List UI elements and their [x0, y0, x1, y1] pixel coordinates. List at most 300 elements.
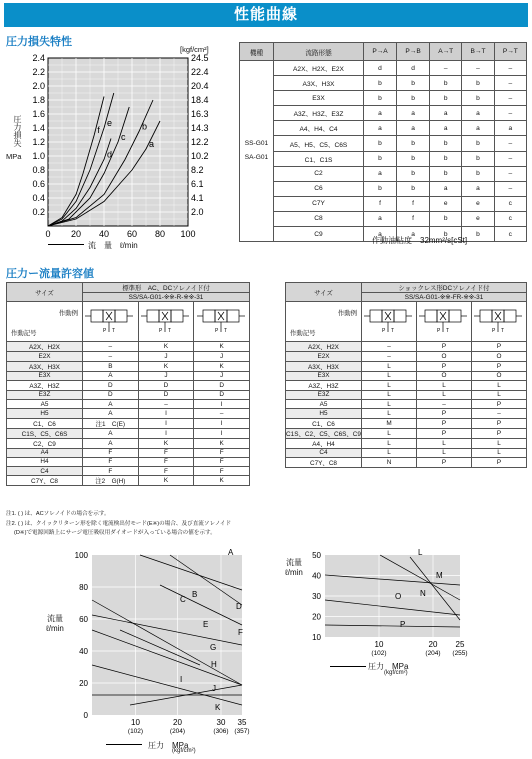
table-row	[240, 151, 527, 166]
table-cell: C7Y、C8	[286, 457, 362, 467]
table-cell: b	[430, 91, 462, 106]
x-tick-label: 40	[98, 229, 110, 239]
table-cell: L	[362, 371, 417, 380]
table-cell: J	[194, 371, 250, 380]
curve-label-d: d	[107, 149, 113, 160]
section-title-allowable: 圧力ー流量許容値	[6, 268, 94, 280]
table-cell: a	[364, 121, 397, 136]
table-row	[286, 400, 527, 409]
table-cell: P	[417, 457, 472, 467]
table-cell: L	[417, 390, 472, 399]
table-cell: a	[364, 211, 397, 226]
table-row	[7, 448, 250, 457]
table-cell: b	[462, 136, 494, 151]
table-cell: d	[397, 61, 430, 76]
note-2: 注2. ( ) は、クイックリターン形を除く電流検出付モード(E※)の場合、及び直流ソレノイド	[6, 521, 232, 527]
table-row	[7, 428, 250, 438]
chart2-xunit: (kgf/cm²)	[172, 748, 196, 754]
region-label: C	[180, 595, 186, 604]
y-right-tick-label: 18.4	[191, 95, 209, 105]
table-row	[286, 409, 527, 418]
valve-symbol-icon	[419, 304, 469, 338]
y-tick-label: 0	[83, 711, 88, 720]
chart2-yunit: ℓ/min	[46, 624, 64, 633]
svg-text:T: T	[391, 327, 395, 334]
table-cell: O	[472, 371, 527, 380]
valve-symbol-icon	[141, 304, 191, 338]
table-cell: O	[417, 371, 472, 380]
table-cell: E3X	[286, 371, 362, 380]
table-row	[7, 371, 250, 380]
table-cell: A3Z、H3Z	[7, 380, 83, 390]
table-cell: E2X	[286, 352, 362, 361]
y-axis-label: 圧力損失	[13, 115, 22, 147]
y-right-tick-label: 24.5	[191, 53, 209, 63]
table-cell: P	[472, 342, 527, 352]
table-cell: b	[364, 76, 397, 91]
table-cell: A3X、H3X	[274, 76, 364, 91]
flow-path-table	[239, 42, 527, 242]
table-cell: F	[194, 467, 250, 476]
chart3-ylabel-text: 流量	[286, 558, 302, 567]
table-cell: b	[430, 151, 462, 166]
table-cell: J	[138, 371, 194, 380]
table-cell: A	[83, 371, 139, 380]
table-cell: H5	[7, 409, 83, 418]
region-label: J	[212, 684, 216, 693]
table-cell: I	[194, 400, 250, 409]
table-cell: –	[194, 409, 250, 418]
table-cell: a	[430, 106, 462, 121]
svg-text:T: T	[112, 327, 116, 334]
chart3-ylabel	[283, 558, 305, 578]
table-cell: L	[362, 390, 417, 399]
x-tick-label: 10	[131, 718, 140, 727]
svg-text:P: P	[437, 327, 441, 334]
table-cell: –	[494, 166, 526, 181]
region-label: M	[436, 571, 443, 580]
table-cell: L	[472, 390, 527, 399]
y-tick-label: 20	[79, 679, 88, 688]
section-title-pressure-loss: 圧力損失特性	[6, 36, 72, 48]
y-tick-label: 80	[79, 583, 88, 592]
y-tick-label: 30	[312, 592, 321, 601]
table-cell: b	[364, 181, 397, 196]
table-cell: N	[362, 457, 417, 467]
table-cell: C1、C6	[7, 418, 83, 428]
svg-text:T: T	[167, 327, 172, 334]
chart3-xlabel: 圧力 MPa	[368, 662, 409, 671]
table-cell: I	[194, 428, 250, 438]
table-cell: K	[194, 342, 250, 352]
table-row	[240, 196, 527, 211]
table-cell: L	[472, 448, 527, 457]
svg-text:T: T	[446, 327, 450, 334]
table-cell: P	[472, 457, 527, 467]
table-row	[286, 457, 527, 467]
region-label: D	[236, 602, 242, 611]
table-cell: A5	[286, 400, 362, 409]
table-cell: e	[462, 196, 494, 211]
x-tick-label: 100	[180, 229, 196, 239]
table-cell: –	[494, 181, 526, 196]
table-cell: –	[494, 61, 526, 76]
table-cell: O	[417, 352, 472, 361]
th-pb: P→B	[397, 43, 430, 61]
svg-text:T: T	[501, 327, 505, 334]
table-row	[286, 438, 527, 448]
x-tick-label: 35	[237, 718, 247, 727]
model-name: SS-G01	[244, 140, 269, 148]
table-cell: C9	[274, 227, 364, 242]
y-tick-label: 60	[79, 615, 88, 624]
table-cell: D	[138, 390, 194, 399]
x-tick-sub: (204)	[169, 728, 186, 735]
table-cell: F	[83, 457, 139, 466]
table-cell: a	[397, 121, 430, 136]
y-right-unit: [kgf/cm²]	[180, 45, 209, 54]
table-cell: L	[417, 438, 472, 448]
x-tick-sub: (102)	[371, 650, 387, 657]
table-row	[286, 361, 527, 371]
table-cell: C8	[274, 211, 364, 226]
region-label: B	[192, 590, 198, 599]
table-cell: a	[364, 106, 397, 121]
table-row	[7, 438, 250, 448]
region-label: A	[228, 548, 234, 557]
region-label: H	[211, 660, 217, 669]
table-cell: –	[417, 400, 472, 409]
y-right-tick-label: 20.4	[191, 81, 209, 91]
chart3-xunit: (kgf/cm²)	[384, 670, 408, 676]
y-tick-label: 0.2	[32, 207, 45, 217]
y-right-tick-label: 2.0	[191, 207, 204, 217]
chart3-arrow-line	[330, 666, 366, 667]
table-cell: –	[138, 400, 194, 409]
table-cell: K	[194, 361, 250, 371]
ta-type: 標準形 AC、DCソレノイド付	[83, 283, 250, 293]
table-row	[286, 418, 527, 428]
x-tick-sub: (102)	[127, 728, 144, 735]
table-cell: D	[194, 390, 250, 399]
table-cell: P	[472, 361, 527, 371]
x-tick-label: 80	[154, 229, 166, 239]
table-cell: P	[472, 428, 527, 438]
table-cell: –	[494, 136, 526, 151]
tb-code-label: 作動記号	[290, 330, 316, 338]
table-cell: a	[364, 227, 397, 242]
table-cell: b	[430, 76, 462, 91]
table-cell: b	[430, 227, 462, 242]
table-row	[240, 181, 527, 196]
table-cell: C7Y	[274, 196, 364, 211]
table-cell: C2、C9	[7, 438, 83, 448]
table-cell: H4	[7, 457, 83, 466]
tb-symbol-1	[362, 302, 417, 342]
table-cell: L	[362, 400, 417, 409]
table-cell: b	[397, 151, 430, 166]
region-label: F	[238, 628, 243, 637]
table-cell: e	[430, 196, 462, 211]
table-cell: c	[494, 211, 526, 226]
table-cell: A	[83, 409, 139, 418]
region-label: I	[180, 675, 183, 684]
table-cell: L	[417, 448, 472, 457]
y-tick-label: 40	[312, 571, 321, 581]
table-row	[240, 91, 527, 106]
pressure-loss-chart	[0, 44, 232, 254]
table-cell: –	[83, 352, 139, 361]
table-cell: C1、C6	[286, 418, 362, 428]
y-tick-label: 0.8	[32, 165, 45, 175]
table-row	[286, 390, 527, 399]
table-cell: C1S、C5、C6S	[7, 428, 83, 438]
tb-size: サイズ	[286, 283, 362, 302]
table-cell: D	[194, 380, 250, 390]
table-cell: I	[194, 418, 250, 428]
table-cell: A5、H5、C5、C6S	[274, 136, 364, 151]
table-cell: P	[417, 409, 472, 418]
svg-text:P: P	[103, 327, 107, 334]
ta-size: サイズ	[7, 283, 83, 302]
x-tick-label: 60	[126, 229, 138, 239]
table-cell: P	[417, 361, 472, 371]
table-cell: A3X、H3X	[286, 361, 362, 371]
y-right-tick-label: 8.2	[191, 165, 204, 175]
y-right-tick-label: 14.3	[191, 123, 209, 133]
tb-symbol-3	[472, 302, 527, 342]
table-cell: H5	[286, 409, 362, 418]
valve-symbol-icon	[364, 304, 414, 338]
x-tick-sub: (306)	[213, 728, 229, 735]
ta-code-label: 作動記号	[11, 330, 37, 338]
table-cell: I	[138, 409, 194, 418]
x-tick-label: 25	[455, 640, 465, 649]
note-3: (D※)で電源回路上にサージ電圧吸収用ダイオードが入っている場合の値を示す。	[14, 530, 216, 536]
x-tick-label: 20	[70, 229, 82, 239]
y-tick-label: 40	[79, 647, 88, 656]
table-row	[7, 467, 250, 476]
table-row	[7, 380, 250, 390]
y-tick-label: 100	[74, 551, 88, 560]
table-cell: b	[462, 166, 494, 181]
model-cell	[240, 61, 274, 242]
table-cell: –	[83, 342, 139, 352]
y-right-tick-label: 12.2	[191, 137, 209, 147]
x-tick-sub: (357)	[234, 728, 250, 735]
ta-symbol-1	[83, 302, 139, 342]
table-cell: J	[138, 352, 194, 361]
table-cell: –	[472, 409, 527, 418]
table-cell: F	[138, 457, 194, 466]
table-cell: A2X、H2X	[7, 342, 83, 352]
table-cell: a	[397, 227, 430, 242]
table-cell: E3X	[7, 371, 83, 380]
region-label: L	[418, 548, 423, 557]
x-tick-label: 30	[216, 718, 226, 727]
allowable-table-standard	[6, 282, 250, 486]
ta-symbol-3	[194, 302, 250, 342]
chart2-ylabel-text: 流量	[47, 614, 63, 623]
table-row	[7, 342, 250, 352]
table-cell: P	[472, 400, 527, 409]
table-row	[7, 352, 250, 361]
table-cell: K	[194, 476, 250, 486]
table-cell: A3Z、H3Z	[286, 380, 362, 390]
y-right-tick-label: 6.1	[191, 179, 204, 189]
table-row	[286, 448, 527, 457]
table-cell: L	[362, 361, 417, 371]
table-row	[7, 409, 250, 418]
table-cell: C2	[274, 166, 364, 181]
note-1: 注1. ( ) は、ACソレノイドの場合を示す。	[6, 511, 110, 517]
table-cell: C4	[7, 467, 83, 476]
ta-example-label: 作動例	[58, 310, 78, 318]
curve-label-f: f	[97, 125, 100, 135]
table-cell: c	[494, 227, 526, 242]
table-cell: A	[83, 438, 139, 448]
tb-example-label: 作動例	[337, 310, 357, 318]
table-cell: b	[462, 227, 494, 242]
table-cell: E3Z	[286, 390, 362, 399]
y-tick-label: 50	[312, 551, 321, 560]
y-tick-label: 0.6	[32, 179, 45, 189]
table-row	[240, 211, 527, 226]
th-flow: 流路形態	[274, 43, 364, 61]
table-cell: –	[494, 151, 526, 166]
table-cell: D	[83, 390, 139, 399]
table-cell: P	[472, 418, 527, 428]
table-row	[7, 457, 250, 466]
table-cell: L	[417, 380, 472, 390]
x-tick-label: 20	[173, 718, 182, 727]
tb-symbol-2	[417, 302, 472, 342]
svg-text:P: P	[158, 327, 163, 334]
table-cell: –	[430, 61, 462, 76]
valve-symbol-icon	[85, 304, 135, 338]
th-pt: P→T	[494, 43, 526, 61]
table-row	[240, 166, 527, 181]
table-cell: –	[462, 61, 494, 76]
curve-label-a: a	[149, 139, 155, 149]
table-cell: b	[430, 211, 462, 226]
table-row	[240, 76, 527, 91]
table-cell: J	[194, 352, 250, 361]
table-cell: E3X	[274, 91, 364, 106]
table-cell: b	[462, 76, 494, 91]
table-cell: K	[138, 438, 194, 448]
table-cell: f	[364, 196, 397, 211]
table-cell: b	[430, 166, 462, 181]
table-cell: f	[397, 211, 430, 226]
table-cell: C1、C1S	[274, 151, 364, 166]
y-tick-label: 20	[312, 612, 321, 622]
table-cell: A4、H4	[286, 438, 362, 448]
allowable-chart-shockless	[300, 545, 532, 685]
allowable-chart-standard	[0, 545, 270, 755]
y-right-tick-label: 10.2	[191, 151, 209, 161]
table-cell: –	[494, 91, 526, 106]
x-tick-label: 0	[45, 229, 51, 239]
ta-symbol-2	[138, 302, 194, 342]
region-label: G	[210, 643, 217, 652]
table-cell: c	[494, 196, 526, 211]
table-cell: K	[138, 476, 194, 486]
table-cell: F	[83, 448, 139, 457]
table-cell: C4	[286, 448, 362, 457]
table-cell: a	[462, 106, 494, 121]
table-cell: K	[138, 361, 194, 371]
table-cell: A4、H4、C4	[274, 121, 364, 136]
table-cell: E3Z	[7, 390, 83, 399]
table-cell: L	[362, 409, 417, 418]
table-cell: L	[362, 380, 417, 390]
table-cell: a	[462, 181, 494, 196]
table-row	[7, 400, 250, 409]
ta-example-cell	[7, 302, 83, 342]
table-cell: D	[83, 380, 139, 390]
table-cell: F	[194, 448, 250, 457]
table-cell: a	[364, 166, 397, 181]
table-cell: b	[462, 151, 494, 166]
table-cell: d	[364, 61, 397, 76]
svg-text:P: P	[492, 327, 496, 334]
table-cell: I	[138, 428, 194, 438]
tb-type: ショックレス形DCソレノイド付	[362, 283, 527, 293]
table-cell: L	[472, 438, 527, 448]
y-axis-unit: MPa	[6, 152, 22, 161]
table-row	[286, 371, 527, 380]
svg-text:P: P	[382, 327, 386, 334]
table-cell: C7Y、C8	[7, 476, 83, 486]
table-cell: A	[83, 400, 139, 409]
table-cell: L	[362, 448, 417, 457]
curve-label-e: e	[107, 118, 113, 128]
table-cell: 注2 G(H)	[83, 476, 139, 486]
x-tick-sub: (204)	[425, 650, 441, 657]
table-cell: A	[83, 428, 139, 438]
table-cell: L	[472, 380, 527, 390]
chart2-xlabel: 圧力 MPa	[148, 741, 189, 750]
y-right-tick-label: 16.3	[191, 109, 209, 119]
table-cell: 注1 C(E)	[83, 418, 139, 428]
th-bt: B→T	[462, 43, 494, 61]
y-right-tick-label: 22.4	[191, 67, 209, 77]
table-cell: f	[397, 196, 430, 211]
table-cell: A3Z、H3Z、E3Z	[274, 106, 364, 121]
table-cell: F	[138, 467, 194, 476]
table-row	[7, 390, 250, 399]
table-cell: K	[194, 438, 250, 448]
chart3-yunit: ℓ/min	[285, 568, 303, 577]
y-tick-label: 0.4	[32, 193, 45, 203]
table-cell: C6	[274, 181, 364, 196]
table-cell: a	[494, 121, 526, 136]
curve-label-c: c	[121, 132, 126, 142]
table-cell: –	[494, 106, 526, 121]
table-cell: F	[83, 467, 139, 476]
table-row	[240, 121, 527, 136]
table-cell: P	[417, 428, 472, 438]
table-cell: a	[430, 121, 462, 136]
th-pa: P→A	[364, 43, 397, 61]
table-cell: C1S、C2、C5、C6S、C9	[286, 428, 362, 438]
table-row	[240, 106, 527, 121]
region-label: K	[215, 703, 221, 712]
valve-symbol-icon	[474, 304, 524, 338]
region-label: P	[400, 620, 406, 629]
th-model: 機種	[240, 43, 274, 61]
